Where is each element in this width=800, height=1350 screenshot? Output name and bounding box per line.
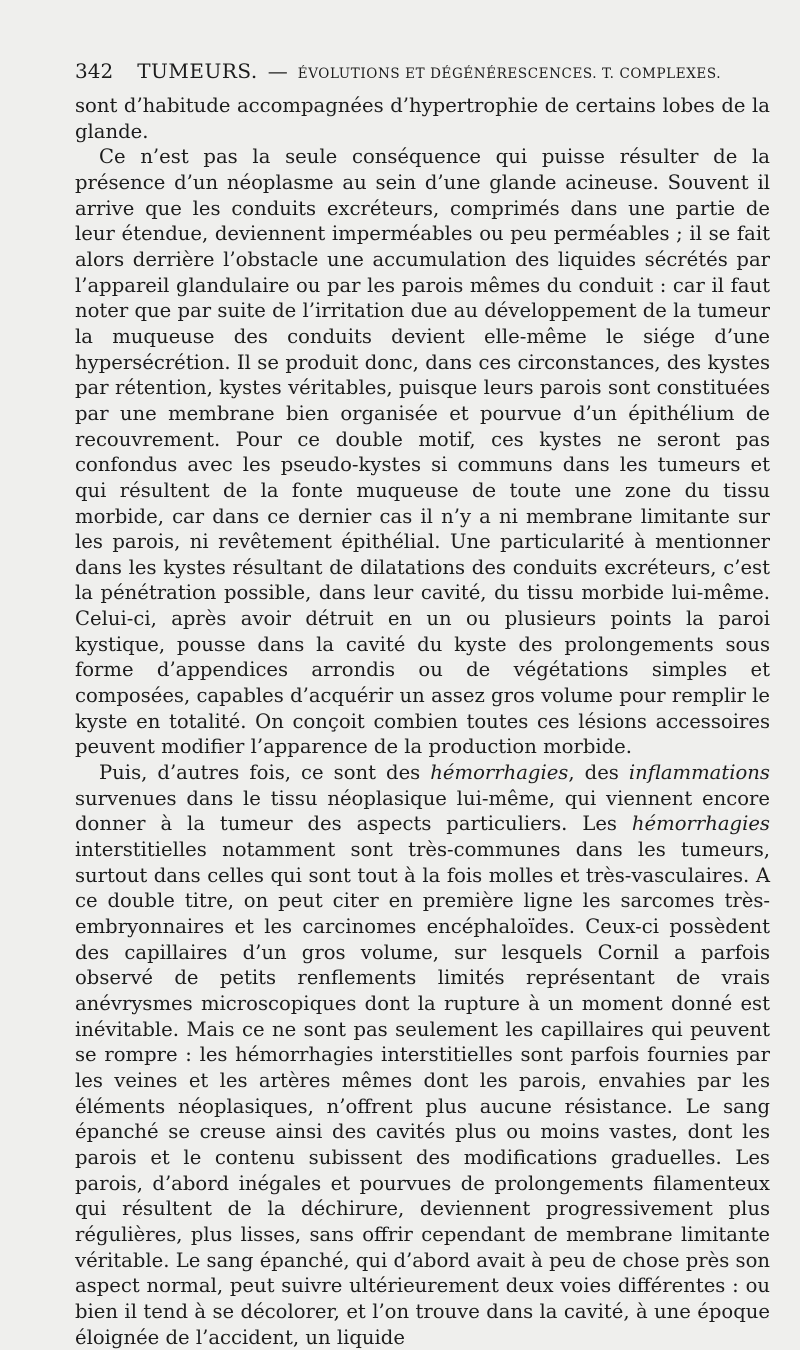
header-dash: — xyxy=(267,59,288,83)
emphasized-term: hémorrhagies xyxy=(631,812,770,836)
running-header xyxy=(75,58,770,87)
emphasized-term: hémorrhagies xyxy=(430,761,569,785)
page-number: 342 xyxy=(75,59,114,83)
chapter-title: TUMEURS. xyxy=(137,59,258,83)
paragraph xyxy=(75,144,770,760)
text-run: , des xyxy=(568,761,629,785)
body-text xyxy=(75,93,770,1350)
text-run: interstitielles notamment sont très-communes dans les tumeurs, surtout dans celles qui sont tout à la fois molles et très-vasculaires. A ce double titre, on peut citer en première ligne les sarcomes très-embryonnaires et les carcinomes encéphaloïdes. Ceux-ci possèdent des capillaires d’un gros volume, sur lesquels Cornil a parfois observé de petits renflements limités représentant de vrais anévrysmes microscopiques dont la rupture à un moment donné est inévitable. Mais ce ne sont pas seulement les capillaires qui peuvent se rompre : les hémorrhagies interstitielles sont parfois fournies par les veines et les artères mêmes dont les parois, envahies par les éléments néoplasiques, n’offrent plus aucune résistance. Le sang épanché se creuse ainsi des cavités plus ou moins vastes, dont les parois et le contenu subissent des modifications graduelles. Les parois, d’abord inégales et pourvues de prolongements filamenteux qui résultent de la déchirure, deviennent progressivement plus régulières, plus lisses, sans offrir cependant de membrane limitante véritable. Le sang épanché, qui d’abord avait à peu de chose près son aspect normal, peut suivre ultérieurement deux voies différentes : ou bien il tend à se décolorer, et l’on trouve dans la cavité, à une époque éloignée de l’accident, un liquide xyxy=(75,838,770,1349)
paragraph xyxy=(75,760,770,1350)
text-run: Puis, d’autres fois, ce sont des xyxy=(99,761,431,785)
section-subtitle: ÉVOLUTIONS ET DÉGÉNÉRESCENCES. T. COMPLEXES. xyxy=(297,66,722,82)
text-run: Ce n’est pas la seule conséquence qui puisse résulter de la présence d’un néoplasme au sein d’une glande acineuse. Souvent il arrive que les conduits excréteurs, comprimés dans une partie de leur étendue, deviennent imperméables ou peu perméables ; il se fait alors derrière l’obstacle une accumulation des liquides sécrétés par l’appareil glandulaire ou par les parois mêmes du conduit : car il faut noter que par suite de l’irritation due au développement de la tumeur la muqueuse des conduits devient elle-même le siége d’une hypersécrétion. Il se produit donc, dans ces circonstances, des kystes par rétention, kystes véritables, puisque leurs parois sont constituées par une membrane bien organisée et pourvue d’un épithélium de recouvrement. Pour ce double motif, ces kystes ne seront pas confondus avec les pseudo-kystes si communs dans les tumeurs et qui résultent de la fonte muqueuse de toute une zone du tissu morbide, car dans ce dernier cas il n’y a ni membrane limitante sur les parois, ni revêtement épithélial. Une particularité à mentionner dans les kystes résultant de dilatations des conduits excréteurs, c’est la pénétration possible, dans leur cavité, du tissu morbide lui-même. Celui-ci, après avoir détruit en un ou plusieurs points la paroi kystique, pousse dans la cavité du kyste des prolongements sous forme d’appendices arrondis ou de végétations simples et composées, capables d’acquérir un assez gros volume pour remplir le kyste en totalité. On conçoit combien toutes ces lésions accessoires peuvent modifier l’apparence de la production morbide. xyxy=(75,145,770,759)
emphasized-term: inflammations xyxy=(628,761,770,785)
text-run: survenues dans le tissu néoplasique lui-même, qui viennent encore donner à la tumeur des aspects particuliers. Les xyxy=(75,786,770,836)
text-run: sont d’habitude accompagnées d’hypertrophie de certains lobes de la glande. xyxy=(75,94,770,143)
paragraph xyxy=(75,93,770,144)
